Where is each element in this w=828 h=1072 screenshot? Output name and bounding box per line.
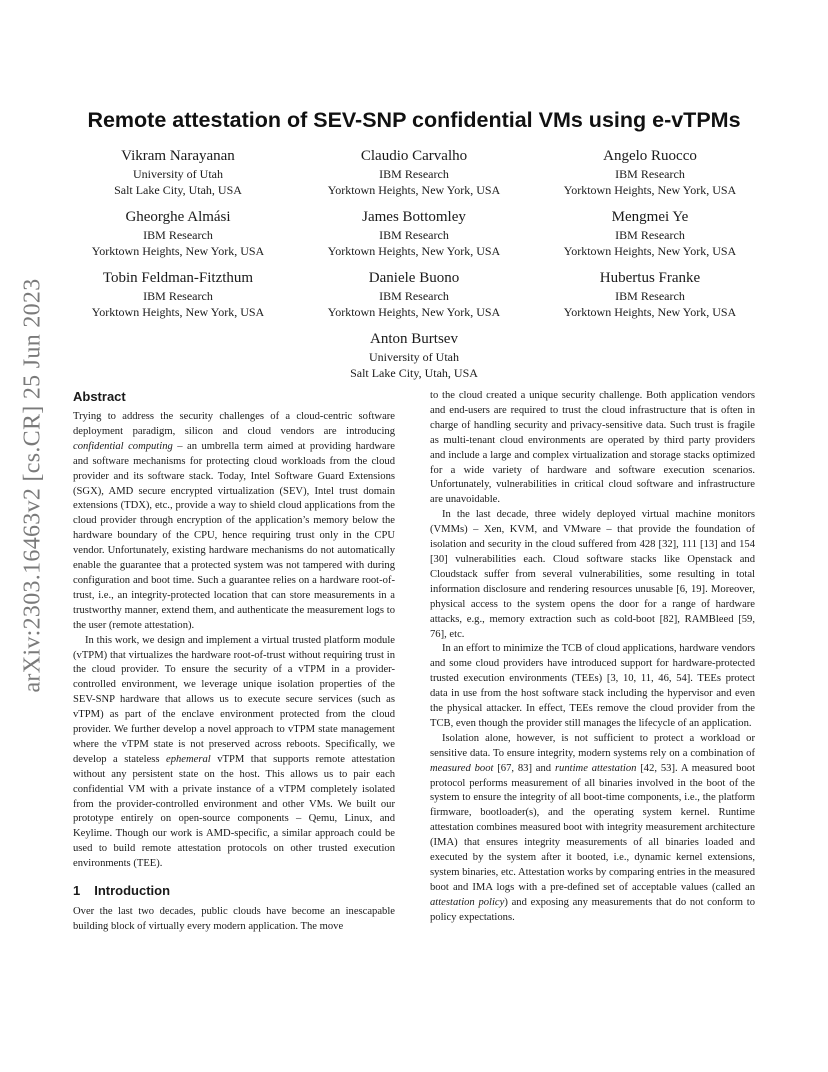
author-location: Yorktown Heights, New York, USA [563,244,737,258]
author-affiliation: IBM Research [143,289,213,303]
author-affiliation: IBM Research [615,167,685,181]
author [532,207,768,268]
author [296,268,532,329]
author [60,207,296,268]
text-span: [67, 83] and [493,762,555,774]
emphasis: ephemeral [166,753,211,765]
text-span: In this work, we design and implement a virtual trusted platform module (vTPM) that virtualizes the hardware root-of-trust without requiring trust in the cloud provider. To ensure the security of a vTPM in a provider-controlled environment, we leverage unique isolation properties of the SEV-SNP hardware that allows us to execute secure services (such as vTPM) as part of the enclave environment protected from the cloud provider. We further develop a novel approach to vTPM state management where the vTPM state is not preserved across reboots. Specifically, we develop a stateless [73,634,395,765]
author-name: Daniele Buono [368,270,460,286]
abstract-heading: Abstract [73,389,126,404]
section-heading-introduction [73,882,395,899]
author [60,268,296,329]
author-affiliation: IBM Research [379,228,449,242]
author-row [60,268,768,329]
abstract-paragraph [73,634,395,873]
author-affiliation: IBM Research [615,289,685,303]
text-span: Trying to address the security challenges of a cloud-centric software deployment paradigm, silicon and cloud vendors are introducing [73,411,395,437]
author-name: Claudio Carvalho [360,148,468,164]
section-number: 1 [73,883,81,899]
author-location: Salt Lake City, Utah, USA [350,366,478,380]
intro-paragraph: In the last decade, three widely deployed virtual machine monitors (VMMs) – Xen, KVM, and VMware – that provide the foundation of isolation and security in the cloud suffered from 428 [32], 111 [13] and 154 [30] vulnerabilities each. Cloud software stacks like Openstack and Cloudstack suffer from several vulnerabilities, some resulting in total information disclosure and rendering resources unusable [6, 19]. Moreover, physical access to the system opens the door for a range of hardware attacks, e.g., memory extraction such as cold-boot [82], RAMBleed [59, 76], etc. [430,509,755,640]
author-location: Yorktown Heights, New York, USA [91,305,265,319]
author [296,146,532,207]
author-row [60,146,768,207]
author-name: Gheorghe Almási [125,209,231,225]
emphasis: attestation policy [430,896,505,908]
author [296,207,532,268]
author [532,146,768,207]
abstract-paragraph [73,410,395,634]
emphasis: runtime attestation [554,762,637,774]
author [296,329,532,390]
author-location: Yorktown Heights, New York, USA [327,244,501,258]
arxiv-identifier-text: arXiv:2303.16463v2 [cs.CR] 25 Jun 2023 [19,277,46,693]
intro-paragraph: Over the last two decades, public clouds have become an inescapable building block of virtually every modern application. The move [73,906,395,932]
author-location: Yorktown Heights, New York, USA [563,183,737,197]
section-title: Introduction [94,883,171,899]
paper-title: Remote attestation of SEV-SNP confidential VMs using e-vTPMs [87,108,741,132]
author-location: Yorktown Heights, New York, USA [91,244,265,258]
emphasis: measured boot [430,762,494,774]
author-location: Yorktown Heights, New York, USA [563,305,737,319]
author-location: Salt Lake City, Utah, USA [114,183,242,197]
author [60,146,296,207]
author-row [60,207,768,268]
text-span: ) and exposing any measurements that do not conform to policy expectations. [430,896,755,923]
intro-paragraph-continued: to the cloud created a unique security challenge. Both application vendors and end-users are required to trust the cloud infrastructure that is often in charge of handling security and privacy-sensitive data. Such trust is fragile as multi-tenant cloud environments are operated by third party providers and include a large and complex virtualization and storage stacks optimized for a wide variety of hardware and software execution scenarios. Unfortunately, vulnerabilities in critical cloud software and infrastructure are unavoidable. [430,390,755,506]
text-span: vTPM that supports remote attestation without any persistent state on the host. This allows us to pair each confidential VM with a private instance of a vTPM completely isolated from the provider-controlled environment and other VMs. We built our prototype entirely on open-source components – Qemu, Linux, and Keylime. Though our work is AMD-specific, a similar approach could be used to build remote attestation protocols on other trusted execution environments (TEE). [73,753,395,870]
author-location: Yorktown Heights, New York, USA [327,183,501,197]
intro-paragraph: In an effort to minimize the TCB of cloud applications, hardware vendors and some cloud providers have introduced support for hardware-protected trusted execution environments (TEEs) [3, 10, 11, 46, 54]. TEEs protect data in use from the host software stack including the hypervisor and even the physical attacker. In effect, TEEs remove the cloud provider from the TCB, even though the provider still manages the lifecycle of an application. [430,643,755,729]
author-affiliation: IBM Research [379,289,449,303]
emphasis: confidential computing [73,440,173,452]
author-name: Tobin Feldman-Fitzthum [102,270,254,286]
author-block [60,146,768,390]
author-location: Yorktown Heights, New York, USA [327,305,501,319]
author [532,268,768,329]
author-affiliation: IBM Research [379,167,449,181]
arxiv-identifier [18,277,48,693]
author-name: Mengmei Ye [611,209,689,225]
author-affiliation: University of Utah [133,167,223,181]
text-span: – an umbrella term aimed at providing hardware and software mechanisms for protecting cloud workloads from the cloud provider and its software stack. Today, Intel Software Guard Extensions (SGX), AMD secure encrypted virtualization (SEV), Intel trust domain extensions (TDX), etc., provide a way to shield cloud applications from the cloud provider through encryption of the application’s memory below the hardware boundary of the CPU, hence requiring trust only in the CPU vendor. Unfortunately, existing hardware mechanisms do not automatically enable the guarantee that a protected system was not tampered with during configuration and boot time. Such a guarantee relies on a hardware root-of-trust, i.e., an integrity-protected location that can store measurements in a trustworthy manner, extend them, and authenticate the measurement logs to the user (remote attestation). [73,440,395,631]
author-affiliation: University of Utah [369,350,459,364]
author-affiliation: IBM Research [143,228,213,242]
intro-paragraph [430,732,755,926]
author-row [60,329,768,390]
right-column [430,389,755,926]
author-name: Anton Burtsev [370,331,458,347]
left-column [73,410,395,935]
author-name: Angelo Ruocco [603,148,697,164]
author-name: James Bottomley [362,209,466,225]
text-span: Isolation alone, however, is not sufficient to protect a workload or sensitive data. To ensure integrity, modern systems rely on a combination of [430,732,755,759]
author-name: Hubertus Franke [599,270,701,286]
author-affiliation: IBM Research [615,228,685,242]
author-name: Vikram Narayanan [121,148,235,164]
text-span: [42, 53]. A measured boot protocol performs measurement of all binaries involved in the boot of the system to ensure the integrity of all boot-time components, i.e., the platform firmware, bootloader(s), and the operating system kernel. Runtime attestation combines measured boot with integrity measurement architecture (IMA) that ensures integrity measurements of all binaries loaded and executed by the system after it booted, i.e., dynamic kernel extensions, system binaries, etc. Attestation works by comparing entries in the measured boot and IMA logs with a pre-defined set of acceptable values (called an [430,762,756,893]
